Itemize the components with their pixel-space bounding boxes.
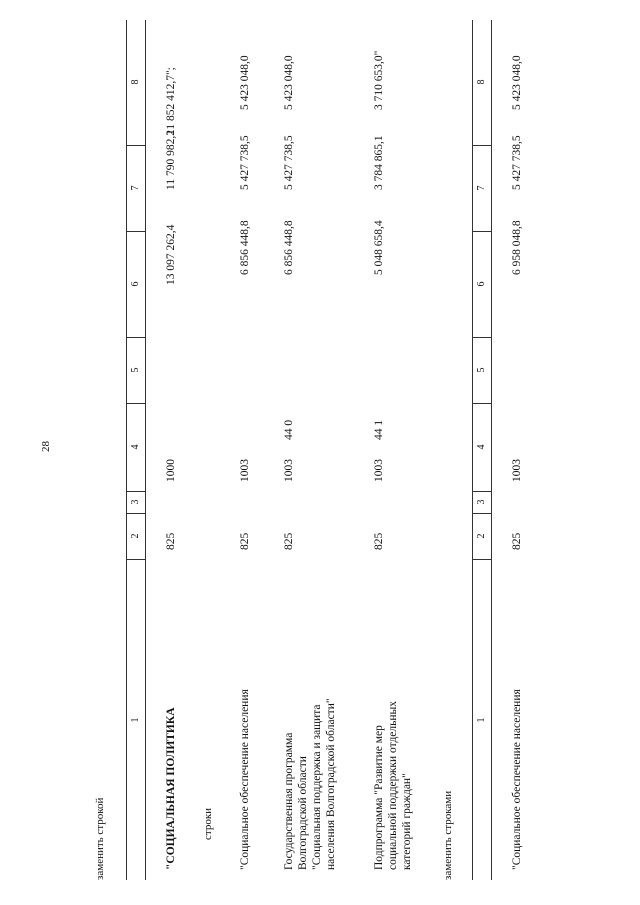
cell-c2: 825 (373, 532, 385, 550)
cell-c3: 1003 (239, 459, 251, 482)
row-name-line: Подпрограмма "Развитие мер (373, 725, 385, 870)
cell-c2: 825 (239, 532, 251, 550)
col-header-1: 1 (476, 717, 487, 723)
col-header-3: 3 (473, 491, 491, 514)
block3-intro: заменить строками (442, 790, 454, 880)
cell-c7: 3 784 865,1 (373, 135, 385, 190)
cell-c7: 5 427 738,5 (239, 135, 251, 190)
cell-c6: 6 958 048,8 (511, 220, 523, 275)
cell-c8: 3 710 653,0" (373, 50, 385, 110)
cell-c6: 6 856 448,8 (239, 220, 251, 275)
col-header-3: 3 (127, 491, 145, 514)
col-header-6: 6 (127, 231, 145, 338)
col-header-8: 8 (473, 19, 491, 146)
row-name-line: "Социальная поддержка и защита (311, 704, 323, 870)
cell-c3: 1003 (283, 459, 295, 482)
col-header-7: 7 (127, 145, 145, 232)
cell-c4: 44 0 (283, 419, 295, 440)
cell-c3: 1003 (511, 459, 523, 482)
col-header-7: 7 (473, 145, 491, 232)
cell-c2: 825 (511, 532, 523, 550)
cell-c2: 825 (283, 532, 295, 550)
table-header-2 (472, 20, 492, 880)
col-header-4: 4 (127, 403, 145, 492)
row-name-line: социальной поддержки отдельных (387, 700, 399, 870)
row-name-line: населения Волгоградской области" (325, 698, 337, 870)
table-header-1 (126, 20, 146, 880)
cell-c6: 6 856 448,8 (283, 220, 295, 275)
cell-c3: 1000 (165, 459, 177, 482)
col-header-2: 2 (127, 513, 145, 560)
cell-c8: 11 852 412,7"; (165, 67, 177, 135)
col-header-2: 2 (473, 513, 491, 560)
landscape-table-sheet (86, 20, 586, 880)
row-name: "Социальное обеспечение населения (239, 689, 251, 870)
cell-c7: 5 427 738,5 (283, 135, 295, 190)
cell-c2: 825 (165, 532, 177, 550)
row-name: "Социальное обеспечение населения (511, 689, 523, 870)
col-header-6: 6 (473, 231, 491, 338)
row-name: "СОЦИАЛЬНАЯ ПОЛИТИКА (165, 707, 177, 870)
cell-c6: 13 097 262,4 (165, 224, 177, 285)
cell-c8: 5 423 048,0 (239, 55, 251, 110)
col-header-8: 8 (127, 19, 145, 146)
col-header-4: 4 (473, 403, 491, 492)
col-header-5: 5 (473, 337, 491, 404)
cell-c7: 5 427 738,5 (511, 135, 523, 190)
block1-intro: заменить строкой (94, 797, 106, 880)
cell-c3: 1003 (373, 459, 385, 482)
cell-c6: 5 048 658,4 (373, 220, 385, 275)
row-name-line: Волгоградской области (297, 756, 309, 870)
cell-c7: 11 790 982,2 (165, 130, 177, 190)
cell-c8: 5 423 048,0 (511, 55, 523, 110)
row-name-line: категорий граждан" (401, 773, 413, 870)
block2-intro: строки (202, 807, 214, 840)
col-header-5: 5 (127, 337, 145, 404)
cell-c8: 5 423 048,0 (283, 55, 295, 110)
page-number: 28 (40, 441, 52, 452)
cell-c4: 44 1 (373, 419, 385, 440)
col-header-1: 1 (130, 717, 141, 723)
row-name-line: Государственная программа (283, 732, 295, 870)
